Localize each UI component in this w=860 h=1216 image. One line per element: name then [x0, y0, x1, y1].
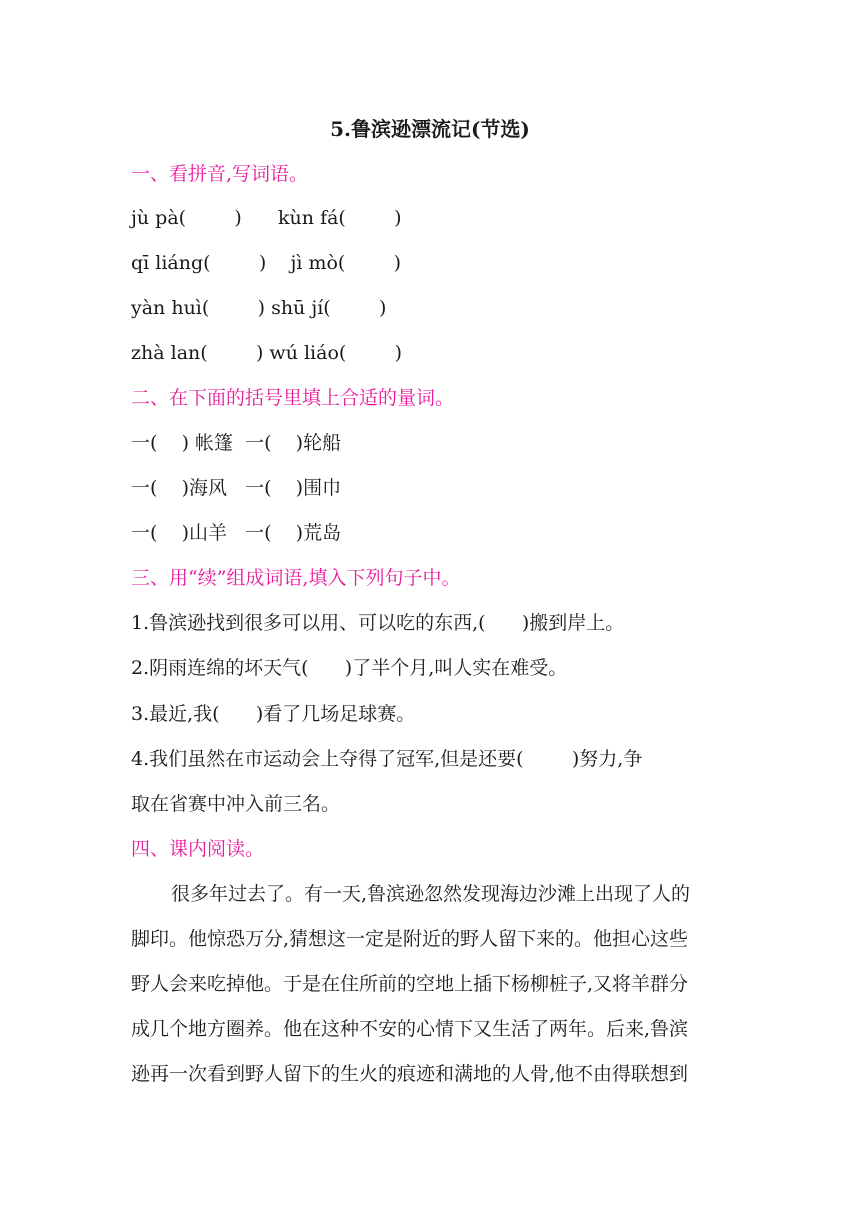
- measure-word-line-3: 一( )山羊 一( )荒岛: [131, 522, 342, 544]
- pinyin-line-1: jù pà( ) kùn fá( ): [131, 207, 402, 229]
- sentence-4: 4.我们虽然在市运动会上夺得了冠军,但是还要( )努力,争: [131, 748, 643, 770]
- sentence-3: 3.最近,我( )看了几场足球赛。: [131, 703, 416, 725]
- pinyin-line-2: qī liáng( ) jì mò( ): [131, 252, 402, 274]
- pinyin-line-3: yàn huì( ) shū jí( ): [131, 297, 387, 319]
- reading-passage-line-1: 很多年过去了。有一天,鲁滨逊忽然发现海边沙滩上出现了人的: [171, 883, 691, 905]
- page-title: 5.鲁滨逊漂流记(节选): [330, 117, 530, 141]
- section-4-heading: 四、课内阅读。: [131, 838, 265, 860]
- sentence-1: 1.鲁滨逊找到很多可以用、可以吃的东西,( )搬到岸上。: [131, 612, 625, 634]
- measure-word-line-1: 一( ) 帐篷 一( )轮船: [131, 432, 342, 454]
- section-2-heading: 二、在下面的括号里填上合适的量词。: [131, 387, 455, 409]
- sentence-2: 2.阴雨连绵的坏天气( )了半个月,叫人实在难受。: [131, 657, 568, 679]
- reading-passage-line-5: 逊再一次看到野人留下的生火的痕迹和满地的人骨,他不由得联想到: [131, 1063, 689, 1085]
- reading-passage-line-4: 成几个地方圈养。他在这种不安的心情下又生活了两年。后来,鲁滨: [131, 1018, 689, 1040]
- reading-passage-line-3: 野人会来吃掉他。于是在住所前的空地上插下杨柳桩子,又将羊群分: [131, 973, 689, 995]
- reading-passage-line-2: 脚印。他惊恐万分,猜想这一定是附近的野人留下来的。他担心这些: [131, 928, 689, 950]
- section-3-heading: 三、用“续”组成词语,填入下列句子中。: [131, 567, 461, 589]
- measure-word-line-2: 一( )海风 一( )围巾: [131, 477, 342, 499]
- pinyin-line-4: zhà lan( ) wú liáo( ): [131, 342, 403, 364]
- section-1-heading: 一、看拼音,写词语。: [131, 163, 309, 185]
- sentence-4-continued: 取在省赛中冲入前三名。: [131, 793, 341, 815]
